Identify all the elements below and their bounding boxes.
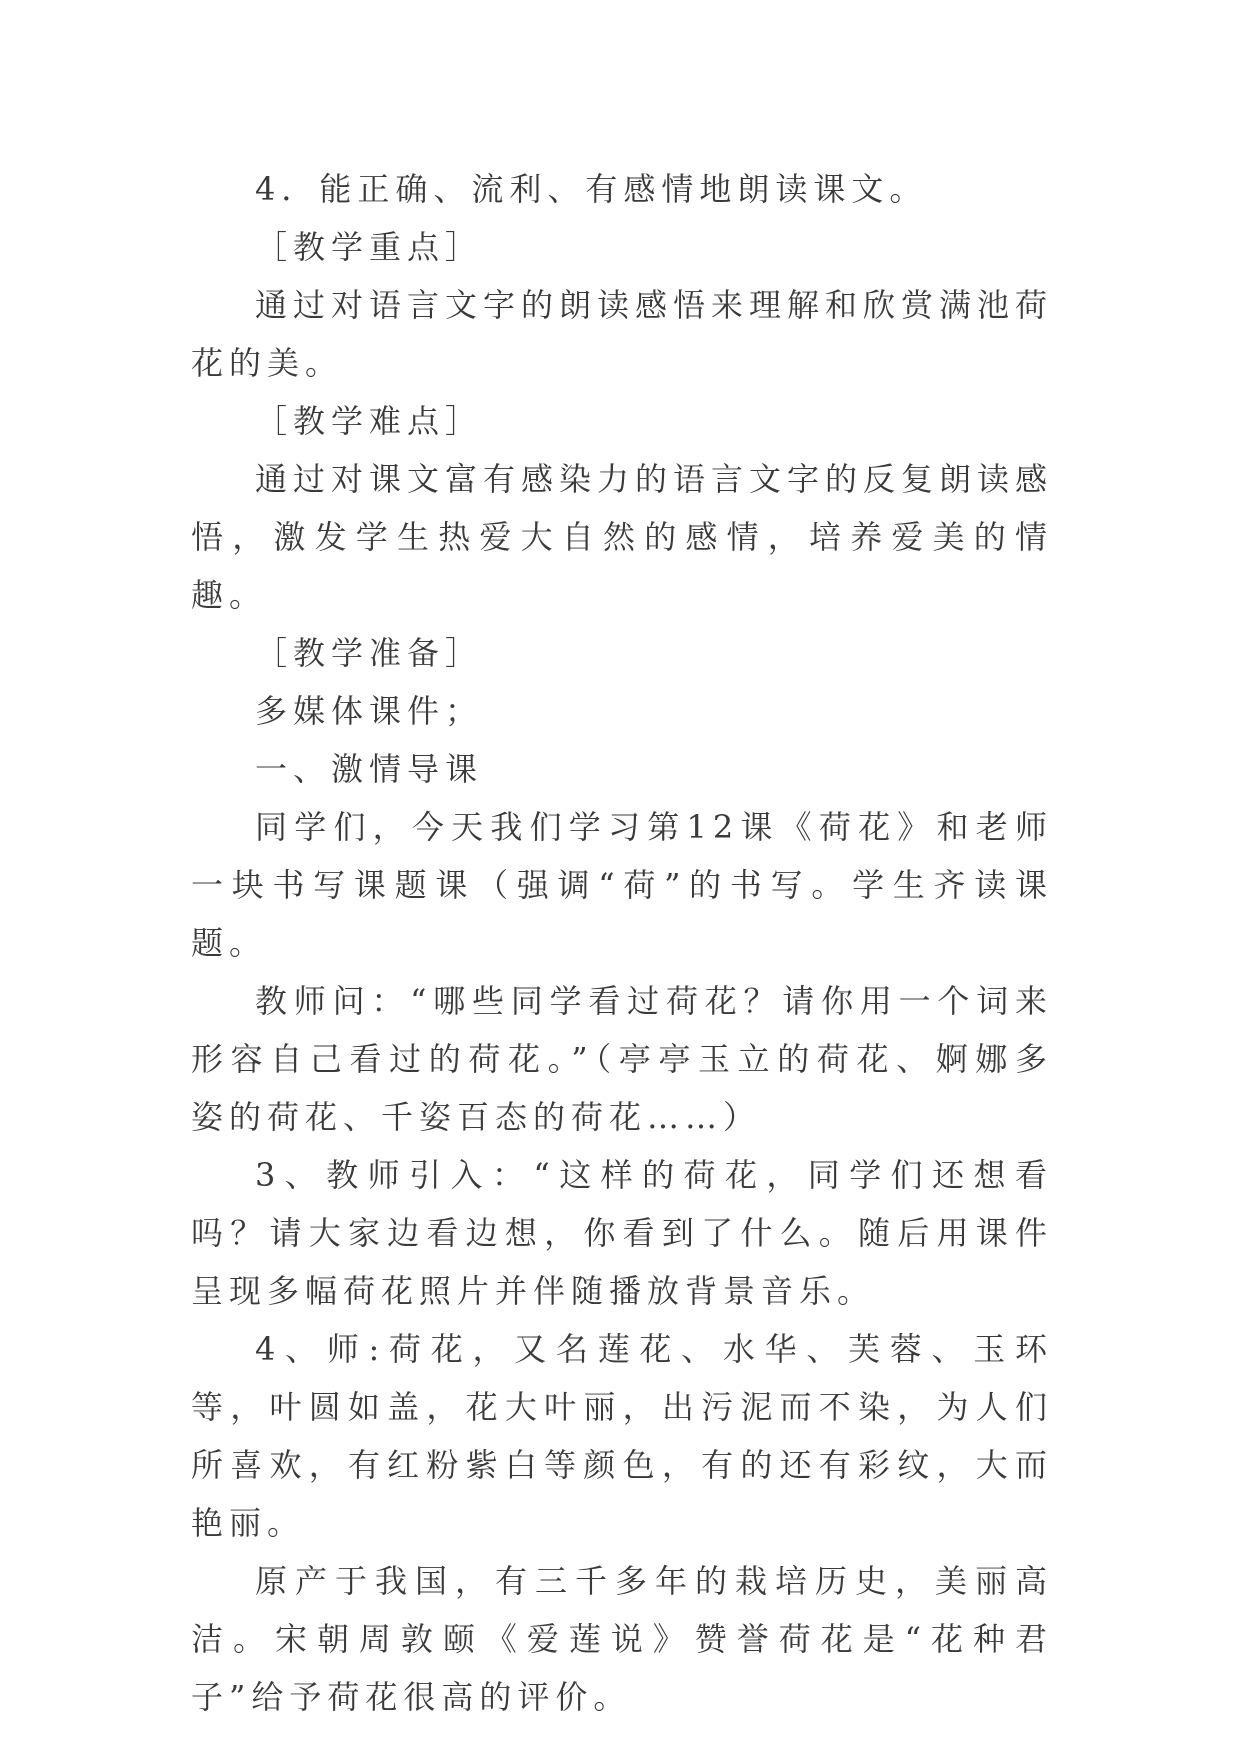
paragraph-intro: 同学们，今天我们学习第12课《荷花》和老师一块书写课题课（强调“荷”的书写。学生齐读课题。	[191, 808, 1053, 962]
heading-teaching-preparation: ［教学准备］	[255, 634, 484, 672]
paragraph-objective-4: 4．能正确、流利、有感情地朗读课文。	[255, 170, 928, 208]
paragraph-teacher-question: 教师问：“哪些同学看过荷花？请你用一个词来形容自己看过的荷花。”（亭亭玉立的荷花、婀娜多姿的荷花、千姿百态的荷花……）	[191, 982, 1053, 1136]
paragraph-lotus-history: 原产于我国，有三千多年的栽培历史，美丽高洁。宋朝周敦颐《爱莲说》赞誉荷花是“花种君子”给予荷花很高的评价。	[191, 1562, 1053, 1716]
heading-section-1: 一、激情导课	[255, 750, 484, 788]
document-body	[191, 160, 1053, 1726]
heading-teaching-difficulty: ［教学难点］	[255, 402, 484, 440]
heading-teaching-focus: ［教学重点］	[255, 228, 484, 266]
paragraph-teaching-preparation: 多媒体课件；	[255, 692, 484, 730]
paragraph-lotus-description: 4、师:荷花，又名莲花、水华、芙蓉、玉环等，叶圆如盖，花大叶丽，出污泥而不染，为人们所喜欢，有红粉紫白等颜色，有的还有彩纹，大而艳丽。	[191, 1330, 1053, 1542]
paragraph-teaching-difficulty: 通过对课文富有感染力的语言文字的反复朗读感悟，激发学生热爱大自然的感情，培养爱美的情趣。	[191, 460, 1054, 614]
paragraph-teacher-lead-in: 3、教师引入：“这样的荷花，同学们还想看吗？请大家边看边想，你看到了什么。随后用课件呈现多幅荷花照片并伴随播放背景音乐。	[191, 1156, 1053, 1310]
paragraph-teaching-focus: 通过对语言文字的朗读感悟来理解和欣赏满池荷花的美。	[191, 286, 1054, 382]
